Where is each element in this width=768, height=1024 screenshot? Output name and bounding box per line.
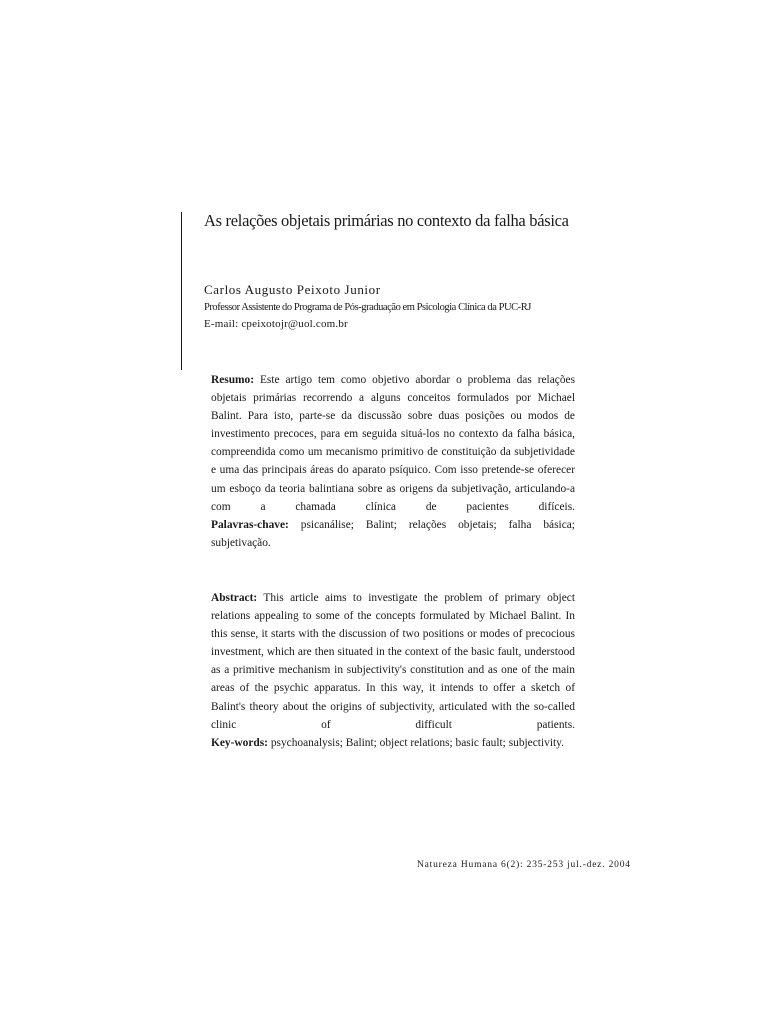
title-margin-rule: [181, 212, 182, 370]
key-words-paragraph: [211, 734, 575, 752]
palavras-chave-paragraph: [211, 516, 575, 552]
author-affiliation: Professor Assistente do Programa de Pós-graduação em Psicologia Clínica da PUC-RJ: [204, 302, 531, 313]
palavras-chave-label: Palavras-chave:: [211, 518, 289, 531]
abstract-text: This article aims to investigate the problem of primary object relations appealing to some of the concepts formulated by Michael Balint. In this sense, it starts with the discussion of two positions or modes of precocious investment, which are then situated in the context of the basic fault, understood as a primitive mechanism in subjectivity's constitution and as one of the main areas of the psychic apparatus. In this way, it intends to offer a sketch of Balint's theory about the origins of subjectivity, articulated with the so-called clinic of difficult patients.: [211, 592, 575, 731]
resumo-section: [211, 371, 575, 552]
abstract-section: [211, 589, 575, 752]
author-email: E-mail: cpeixotojr@uol.com.br: [204, 318, 348, 330]
resumo-paragraph: [211, 371, 575, 516]
key-words-label: Key-words:: [211, 736, 268, 749]
palavras-chave-text: psicanálise; Balint; relações objetais; falha básica; subjetivação.: [211, 518, 575, 549]
article-title: As relações objetais primárias no contexto da falha básica: [204, 211, 569, 230]
key-words-text: psychoanalysis; Balint; object relations; basic fault; subjectivity.: [270, 736, 564, 749]
abstract-label: Abstract:: [211, 592, 258, 604]
author-name: Carlos Augusto Peixoto Junior: [204, 282, 381, 297]
resumo-text: Este artigo tem como objetivo abordar o problema das relações objetais primárias recorrendo a alguns conceitos formulados por Michael Balint. Para isto, parte-se da discussão sobre duas posições ou modos de investimento precoces, para em seguida situá-los no contexto da falha básica, compreendida como um mecanismo primitivo de constituição da subjetividade e uma das principais áreas do aparato psíquico. Com isso pretende-se oferecer um esboço da teoria balintiana sobre as origens da subjetivação, articulando-a com a chamada clínica de pacientes difíceis.: [211, 374, 576, 513]
journal-citation: Natureza Humana 6(2): 235-253 jul.-dez. 2004: [417, 860, 631, 870]
resumo-label: Resumo:: [211, 374, 255, 386]
abstract-paragraph: [211, 589, 575, 734]
